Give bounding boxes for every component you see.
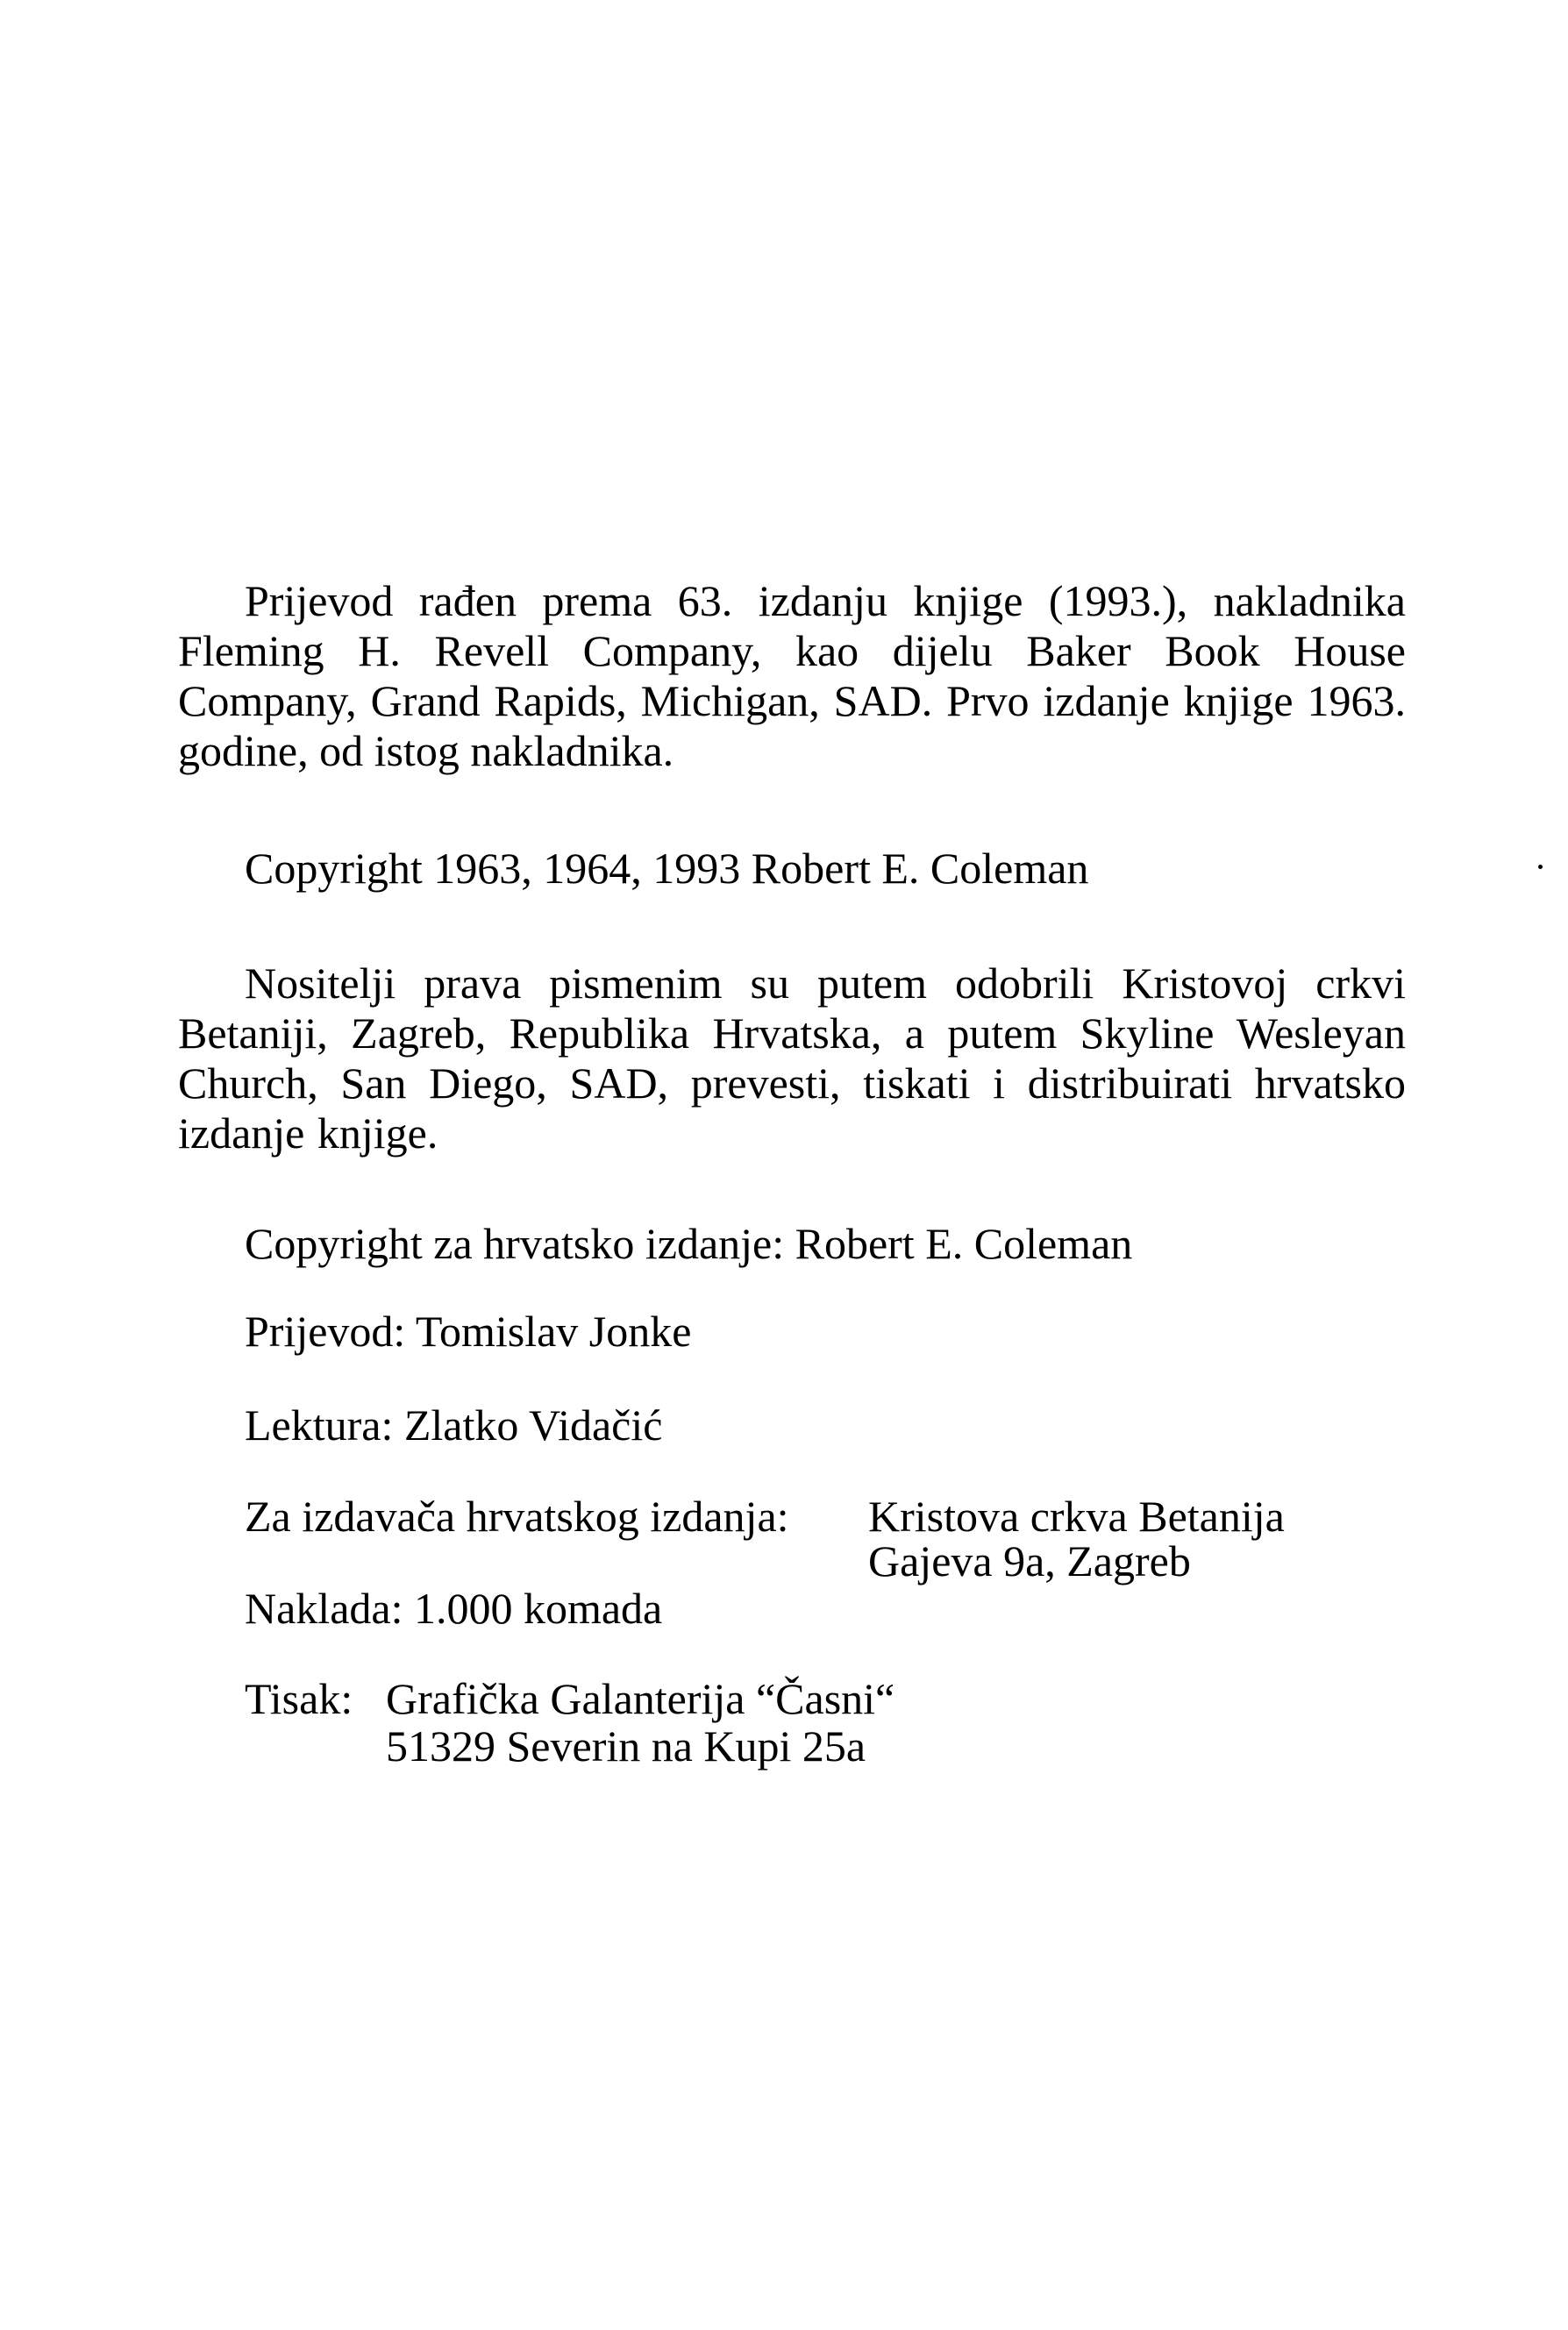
original-copyright-line <box>245 844 1402 894</box>
proofreader-text: Lektura: Zlatko Vidačić <box>245 1400 663 1450</box>
translation-source-text: Prijevod rađen prema 63. izdanju knjige (1993.), nakladnika Fleming H. Revell Company, kao dijelu Baker Book House Company, Grand Rapids, Michigan, SAD. Prvo izdanje knjige 1963. godine, od istog nakladnika. <box>178 576 1406 775</box>
printer-label-text: Tisak: <box>245 1674 353 1723</box>
translator-line <box>245 1307 1402 1357</box>
publisher-address <box>868 1536 1482 1586</box>
proofreader-line <box>245 1400 1402 1450</box>
original-copyright-text: Copyright 1963, 1964, 1993 Robert E. Coleman <box>245 844 1089 893</box>
croatian-copyright-line <box>245 1219 1402 1269</box>
publisher-name <box>868 1492 1482 1542</box>
edition-line <box>245 1584 1122 1634</box>
translator-text: Prijevod: Tomislav Jonke <box>245 1307 692 1356</box>
croatian-copyright-text: Copyright za hrvatsko izdanje: Robert E. Coleman <box>245 1219 1133 1268</box>
publisher-name-text: Kristova crkva Betanija <box>868 1492 1285 1541</box>
publisher-label <box>245 1492 859 1542</box>
publisher-address-text: Gajeva 9a, Zagreb <box>868 1536 1191 1585</box>
rights-text: Nositelji prava pismenim su putem odobrili Kristovoj crkvi Betaniji, Zagreb, Republika Hrvatska, a putem Skyline Wesleyan Church, San Diego, SAD, prevesti, tiskati i distribuirati hrvatsko izdanje knjige. <box>178 958 1406 1158</box>
translation-source-paragraph <box>178 576 1406 776</box>
printer-address-text: 51329 Severin na Kupi 25a <box>386 1721 866 1771</box>
printer-address <box>386 1721 1263 1771</box>
scan-speck <box>1538 865 1543 869</box>
printer-name-text: Grafička Galanterija “Časni“ <box>386 1674 895 1723</box>
printer-label <box>245 1674 385 1724</box>
edition-text: Naklada: 1.000 komada <box>245 1584 663 1633</box>
publisher-label-text: Za izdavača hrvatskog izdanja: <box>245 1492 789 1541</box>
rights-paragraph <box>178 958 1406 1158</box>
printer-name <box>386 1674 1263 1724</box>
